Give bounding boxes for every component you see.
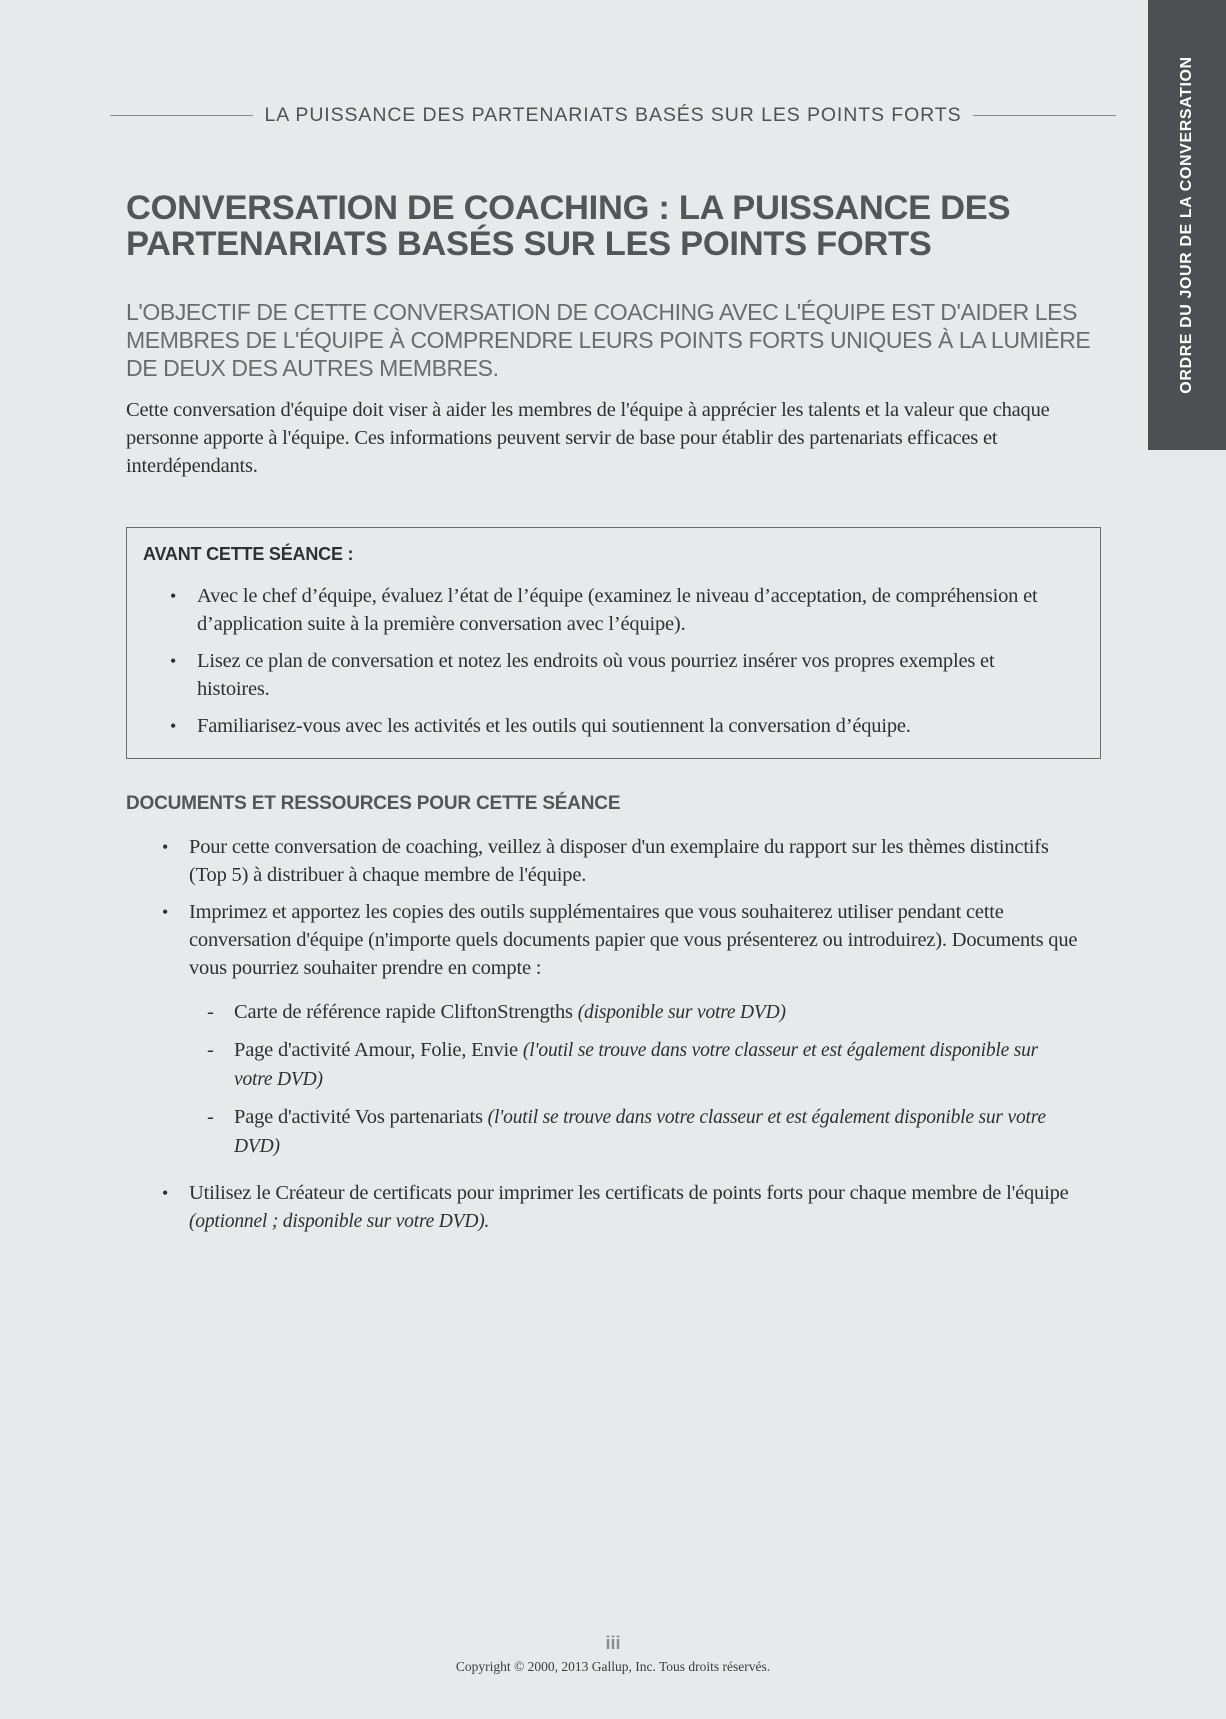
page-content [126,190,1101,1245]
list-item [189,898,1101,1161]
sublist-item-text: Page d'activité Amour, Folie, Envie [234,1039,518,1061]
intro-paragraph: Cette conversation d'équipe doit viser à aider les membres de l'équipe à apprécier les talents et la valeur que chaque personne apporte à l'équipe. Ces informations peuvent servir de base pour établir des partenariats efficaces et interdépendants. [126,399,1050,477]
header-rule-left [110,115,253,116]
before-session-list [143,582,1084,740]
side-tab-label: ORDRE DU JOUR DE LA CONVERSATION [1178,56,1195,394]
copyright-notice: Copyright © 2000, 2013 Gallup, Inc. Tous droits réservés. [455,1659,771,1674]
sublist-item-note: (disponible sur votre DVD) [577,1002,786,1023]
resources-heading: DOCUMENTS ET RESSOURCES POUR CETTE SÉANCE [126,793,621,814]
sublist-item [234,1103,1081,1161]
sublist-item [234,1036,1081,1094]
sublist-item-text: Page d'activité Vos partenariats [234,1106,483,1128]
list-item: • Avec le chef d’équipe, évaluez l’état de l’équipe (examinez le niveau d’acceptation, de compréhension et d’application suite à la première conversation avec l’équipe). [197,582,1084,638]
before-session-heading: AVANT CETTE SÉANCE : [143,544,354,564]
before-session-box [126,527,1101,759]
page-title: CONVERSATION DE COACHING : LA PUISSANCE DES PARTENARIATS BASÉS SUR LES POINTS FORTS [126,189,1011,263]
sublist-item-note: (l'outil se trouve dans votre classeur et est également disponible sur votre DVD) [234,1107,1046,1157]
section-side-tab [1148,0,1226,450]
list-item: • Lisez ce plan de conversation et notez les endroits où vous pourriez insérer vos propres exemples et histoires. [197,647,1084,703]
header-rule-right [973,115,1116,116]
sublist-item [234,998,1081,1027]
list-item [189,1179,1101,1236]
list-item: • Pour cette conversation de coaching, veillez à disposer d'un exemplaire du rapport sur les thèmes distinctifs (Top 5) à distribuer à chaque membre de l'équipe. [189,833,1101,889]
documents-sublist [189,998,1081,1161]
resources-list [126,833,1101,1236]
sublist-item-note: (l'outil se trouve dans votre classeur et est également disponible sur votre DVD) [234,1040,1039,1090]
list-item-note: (optionnel ; disponible sur votre DVD). [189,1211,490,1232]
list-item: • Familiarisez-vous avec les activités et les outils qui soutiennent la conversation d’équipe. [197,712,1084,740]
running-header [110,104,1116,127]
list-item-text: Imprimez et apportez les copies des outils supplémentaires que vous souhaiterez utiliser pendant cette conversation d'équipe (n'importe quels documents papier que vous présenterez ou introduirez). Documents que vous pourriez souhaiter prendre en compte : [189,901,1078,979]
page-number: iii [605,1633,621,1653]
objective-lede: L'OBJECTIF DE CETTE CONVERSATION DE COACHING AVEC L'ÉQUIPE EST D'AIDER LES MEMBRES DE L'ÉQUIPE À COMPRENDRE LEURS POINTS FORTS UNIQUES À LA LUMIÈRE DE DEUX DES AUTRES MEMBRES. [126,299,1091,381]
list-item-text: Utilisez le Créateur de certificats pour imprimer les certificats de points forts pour chaque membre de l'équipe [189,1182,1069,1204]
sublist-item-text: Carte de référence rapide CliftonStrengths [234,1001,573,1023]
running-header-text: LA PUISSANCE DES PARTENARIATS BASÉS SUR LES POINTS FORTS [264,104,962,126]
